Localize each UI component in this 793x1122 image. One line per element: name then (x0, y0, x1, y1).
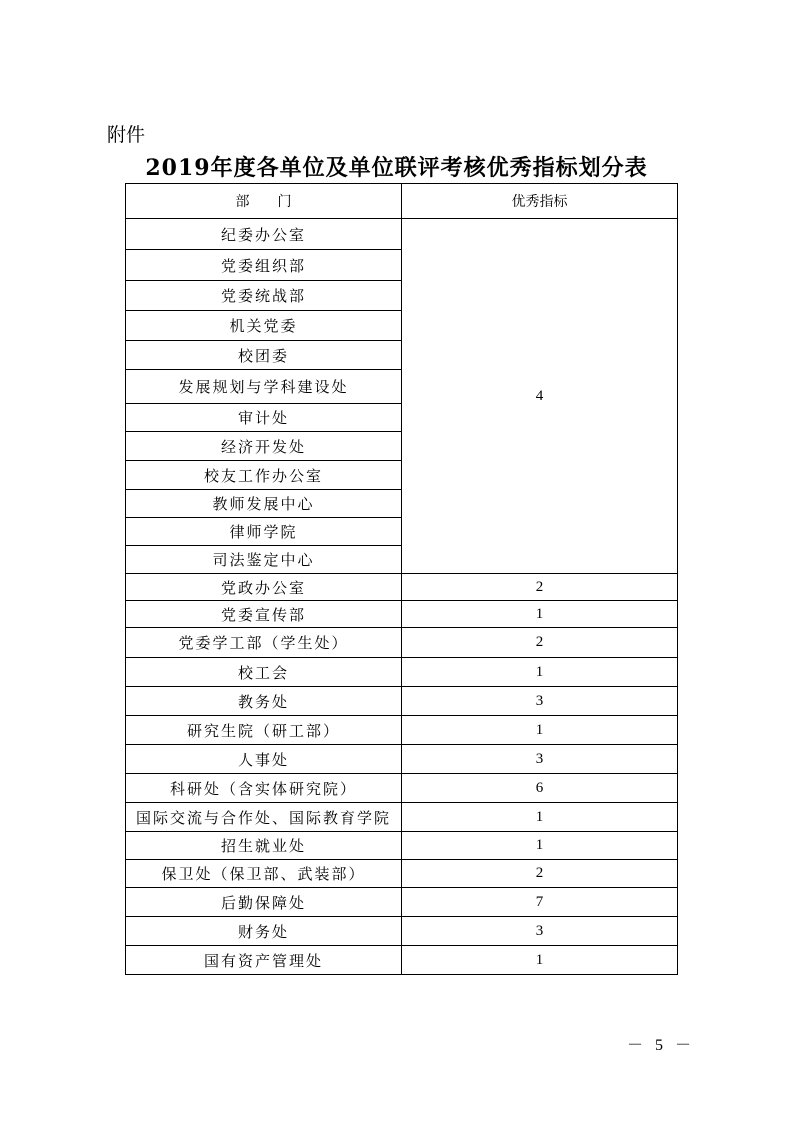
dept-cell: 发展规划与学科建设处 (126, 370, 402, 404)
dept-cell: 教师发展中心 (126, 490, 402, 518)
table-row (126, 628, 678, 658)
table-row (126, 219, 678, 250)
quota-cell: 1 (402, 601, 678, 628)
quota-cell: 4 (402, 219, 678, 574)
dept-cell: 校工会 (126, 658, 402, 687)
quota-cell: 7 (402, 888, 678, 917)
quota-cell: 6 (402, 774, 678, 803)
dept-cell: 党委宣传部 (126, 601, 402, 628)
dept-cell: 科研处（含实体研究院） (126, 774, 402, 803)
table-row (126, 658, 678, 687)
dept-cell: 财务处 (126, 917, 402, 946)
dept-cell: 人事处 (126, 745, 402, 774)
dept-cell: 纪委办公室 (126, 219, 402, 250)
dept-cell: 律师学院 (126, 518, 402, 546)
quota-cell: 1 (402, 658, 678, 687)
table-row (126, 946, 678, 975)
dept-cell: 经济开发处 (126, 432, 402, 461)
quota-cell: 2 (402, 574, 678, 601)
table-row (126, 803, 678, 832)
table-row (126, 774, 678, 803)
table-row (126, 687, 678, 716)
page-title: 2019年度各单位及单位联评考核优秀指标划分表 (145, 155, 648, 181)
quota-cell: 3 (402, 745, 678, 774)
table-row (126, 917, 678, 946)
dept-cell: 后勤保障处 (126, 888, 402, 917)
table-row (126, 832, 678, 860)
table-row (126, 574, 678, 601)
dept-cell: 审计处 (126, 404, 402, 432)
dept-cell: 机关党委 (126, 311, 402, 341)
quota-cell: 1 (402, 946, 678, 975)
dept-cell: 研究生院（研工部） (126, 716, 402, 745)
quota-cell: 1 (402, 832, 678, 860)
table-row (126, 888, 678, 917)
dept-cell: 党委学工部（学生处） (126, 628, 402, 658)
annex-label: 附件 (107, 124, 146, 146)
quota-cell: 3 (402, 917, 678, 946)
quota-cell: 2 (402, 628, 678, 658)
table-row (126, 716, 678, 745)
dept-cell: 国际交流与合作处、国际教育学院 (126, 803, 402, 832)
table-row (126, 601, 678, 628)
quota-table (125, 183, 678, 975)
header-dept: 部 门 (126, 184, 402, 219)
dept-cell: 校友工作办公室 (126, 461, 402, 490)
quota-cell: 1 (402, 803, 678, 832)
quota-cell: 1 (402, 716, 678, 745)
table-row (126, 860, 678, 888)
table-row (126, 745, 678, 774)
dept-cell: 校团委 (126, 341, 402, 370)
page-number: － 5 － (626, 1037, 695, 1054)
dept-cell: 国有资产管理处 (126, 946, 402, 975)
dept-cell: 司法鉴定中心 (126, 546, 402, 574)
dept-cell: 党委组织部 (126, 250, 402, 281)
quota-cell: 2 (402, 860, 678, 888)
header-quota: 优秀指标 (402, 184, 678, 219)
dept-cell: 保卫处（保卫部、武装部） (126, 860, 402, 888)
dept-cell: 党委统战部 (126, 281, 402, 311)
quota-cell: 3 (402, 687, 678, 716)
table-header-row (126, 184, 678, 219)
dept-cell: 教务处 (126, 687, 402, 716)
dept-cell: 招生就业处 (126, 832, 402, 860)
dept-cell: 党政办公室 (126, 574, 402, 601)
